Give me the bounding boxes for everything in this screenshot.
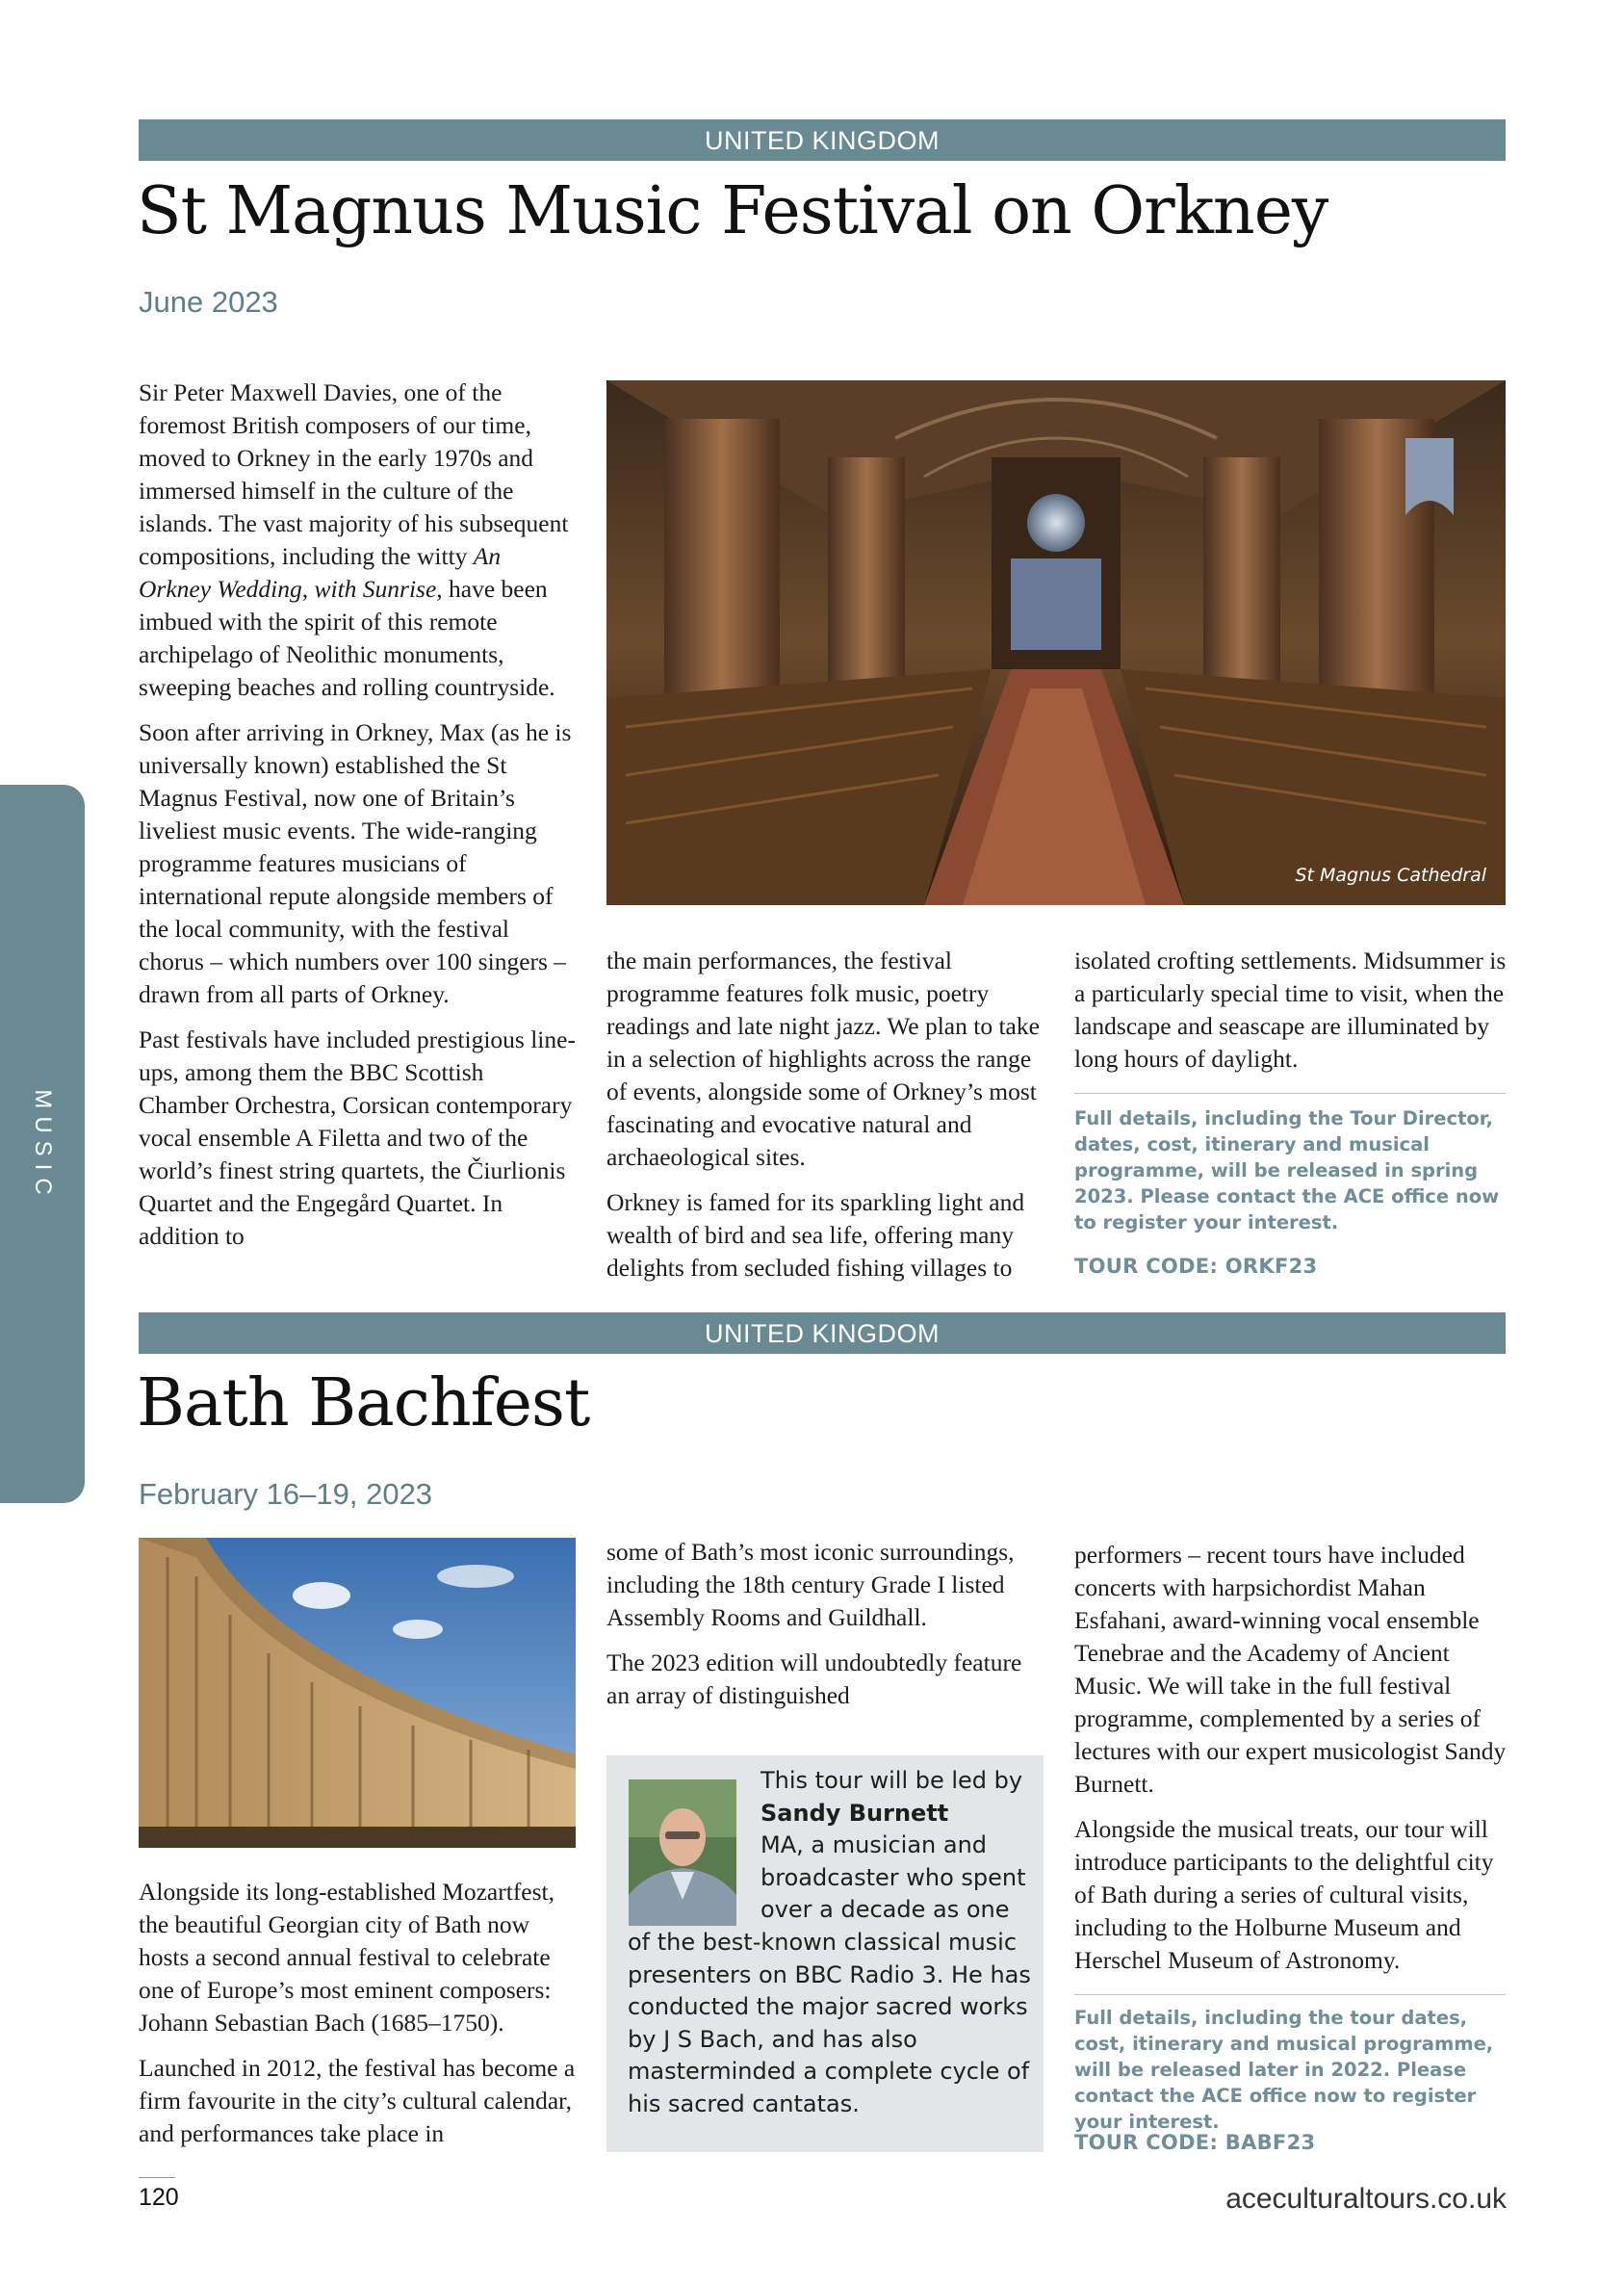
article-date: June 2023 bbox=[139, 285, 278, 319]
body-column-1 bbox=[139, 376, 578, 1265]
body-column-3 bbox=[1074, 1539, 1517, 1989]
region-banner: UNITED KINGDOM bbox=[139, 119, 1506, 161]
article-title: Bath Bachfest bbox=[137, 1365, 590, 1441]
paragraph: some of Bath’s most iconic surroundings, including the 18th century Grade I listed Assembly Rooms and Guildhall. bbox=[606, 1538, 1015, 1631]
website-url: aceculturaltours.co.uk bbox=[1225, 2183, 1507, 2215]
tour-code: TOUR CODE: ORKF23 bbox=[1074, 1255, 1318, 1278]
paragraph: Alongside the musical treats, our tour will introduce participants to the delightful city of Bath during a series of cultural visits, including to the Holburne Museum and Herschel Museum of Astronomy. bbox=[1074, 1815, 1494, 1974]
footer-rule bbox=[139, 2177, 175, 2178]
paragraph: performers – recent tours have included concerts with harpsichordist Mahan Esfahani, award-winning vocal ensemble Tenebrae and the Academy of Ancient Music. We will take in the full festival programme, complemented by a series of lectures with our expert musicologist Sandy Burnett. bbox=[1074, 1541, 1507, 1798]
royal-crescent-photo bbox=[139, 1538, 576, 1848]
article-date: February 16–19, 2023 bbox=[139, 1477, 433, 1511]
body-column-2 bbox=[606, 945, 1045, 1297]
body-column-3 bbox=[1074, 945, 1517, 1088]
divider bbox=[1074, 1093, 1506, 1094]
paragraph: Alongside its long-established Mozartfest, the beautiful Georgian city of Bath now hosts a second annual festival to celebrate one of Europe’s most eminent composers: Johann Sebastian Bach (1685–1750). bbox=[139, 1878, 555, 2037]
paragraph: isolated crofting settlements. Midsummer is a particularly special time to visit, when the landscape and seascape are illuminated by long hours of daylight. bbox=[1074, 947, 1507, 1073]
paragraph: Launched in 2012, the festival has become a firm favourite in the city’s cultural calendar, and performances take place in bbox=[139, 2054, 576, 2147]
photo-caption: St Magnus Cathedral bbox=[1295, 865, 1486, 886]
paragraph: Soon after arriving in Orkney, Max (as he is universally known) established the St Magnus Festival, now one of Britain’s liveliest music events. The wide-ranging programme features musicians of international repute alongside members of the local community, with the festival chorus – which numbers over 100 singers – drawn from all parts of Orkney. bbox=[139, 718, 572, 1008]
article-title: St Magnus Music Festival on Orkney bbox=[137, 173, 1328, 249]
paragraph: the main performances, the festival programme features folk music, poetry readings and late night jazz. We plan to take in a selection of highlights across the range of events, alongside some of Orkney’s most fascinating and evocative natural and archaeological sites. bbox=[606, 947, 1040, 1171]
body-column-1 bbox=[139, 1876, 581, 2163]
portrait-photo bbox=[629, 1779, 736, 1926]
box-intro-text: This tour will be led by Sandy Burnett bbox=[760, 1767, 1023, 1827]
body-column-2 bbox=[606, 1536, 1045, 1725]
details-note: Full details, including the tour dates, cost, itinerary and musical programme, will be released later in 2022. Please contact the ACE office now to register your interest. bbox=[1074, 2007, 1494, 2133]
paragraph: Past festivals have included prestigious line-ups, among them the BBC Scottish Chamber Orchestra, Corsican contemporary vocal ensemble A Filetta and two of the world’s finest string quartets, the Čiurlionis Quartet and the Engegård Quartet. In addition to bbox=[139, 1025, 576, 1250]
cathedral-photo bbox=[606, 380, 1506, 905]
page-number: 120 bbox=[139, 2184, 179, 2211]
paragraph: The 2023 edition will undoubtedly feature an array of distinguished bbox=[606, 1648, 1022, 1709]
paragraph: Orkney is famed for its sparkling light and wealth of bird and sea life, offering many delights from secluded fishing villages to bbox=[606, 1188, 1025, 1282]
box-body-text-lower: of the best-known classical music presenters on BBC Radio 3. He has conducted the major sacred works by J S Bach, and has also masterminded a complete cycle of his sacred cantatas. bbox=[628, 1929, 1031, 2117]
paragraph: Sir Peter Maxwell Davies, one of the foremost British composers of our time, moved to Orkney in the early 1970s and immersed himself in the culture of the islands. The vast majority of his subsequent compositions, including the witty An Orkney Wedding, with Sunrise, have been imbued with the spirit of this remote archipelago of Neolithic monuments, sweeping beaches and rolling countryside. bbox=[139, 378, 569, 701]
side-tab-label: MUSIC bbox=[30, 1089, 56, 1203]
box-body-text-upper: MA, a musician and broadcaster who spent over a decade as one bbox=[760, 1831, 1026, 1923]
details-note: Full details, including the Tour Director, dates, cost, itinerary and musical programme, will be released in spring 2023. Please contact the ACE office now to register your interest. bbox=[1074, 1107, 1500, 1233]
tour-code: TOUR CODE: BABF23 bbox=[1074, 2131, 1316, 2154]
divider bbox=[1074, 1994, 1506, 1995]
director-name: Sandy Burnett bbox=[760, 1799, 949, 1827]
region-banner: UNITED KINGDOM bbox=[139, 1312, 1506, 1354]
